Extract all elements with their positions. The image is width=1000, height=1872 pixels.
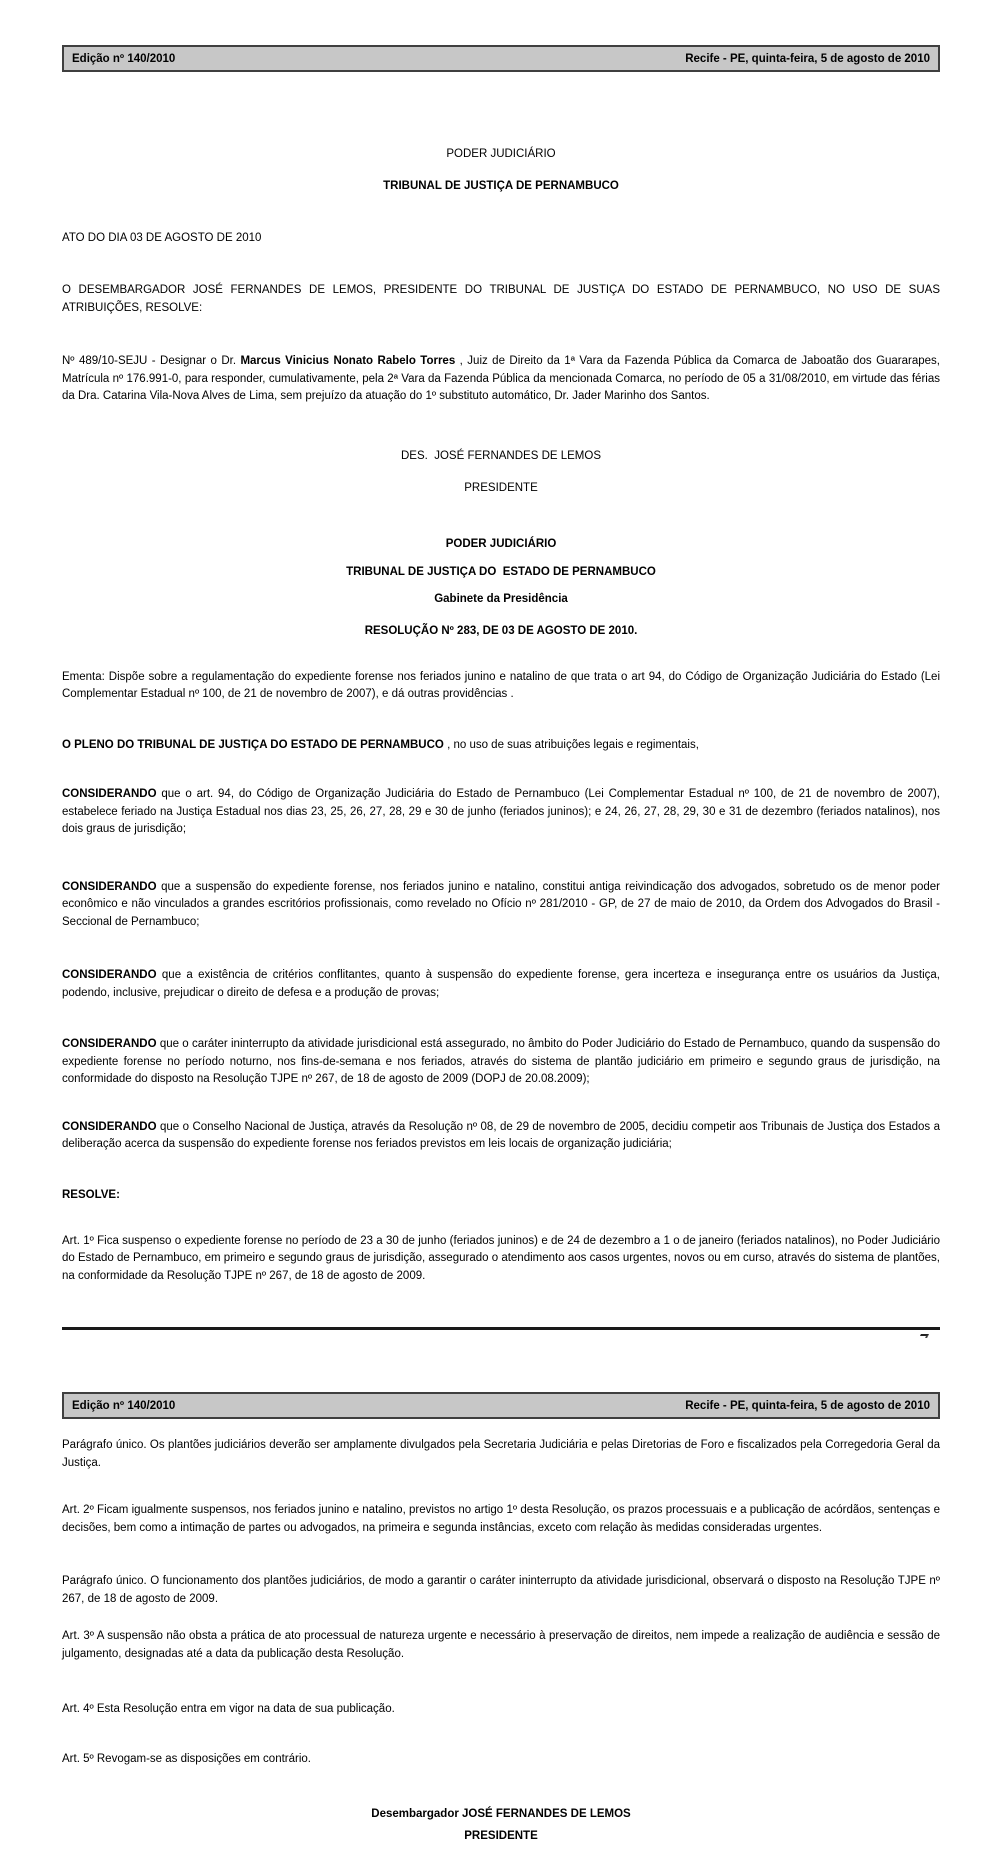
- considerando-1-label: CONSIDERANDO: [62, 788, 157, 800]
- considerando-5-text: que o Conselho Nacional de Justiça, através da Resolução nº 08, de 29 de novembro de 2005, decidiu competir aos Tribunais de Justiça dos Estados a deliberação acerca da suspensão do expediente forense nos feriados previstos em leis locais de organização judiciária;: [62, 1120, 940, 1150]
- considerando-2-text: que a suspensão do expediente forense, nos feriados junino e natalino, constitui antiga reivindicação dos advogados, sobretudo os de menor poder econômico e não vinculados a grandes escritórios profissionais, como revelado no Ofício nº 281/2010 - GP, de 27 de maio de 2010, da Ordem dos Advogados do Brasil - Seccional de Pernambuco;: [62, 880, 940, 928]
- considerando-3-text: que a existência de critérios conflitantes, quanto à suspensão do expediente forense, gera incerteza e insegurança entre os usuários da Justiça, podendo, inclusive, prejudicar o direito de defesa e a produção de provas;: [62, 969, 940, 999]
- pleno-bold-lead: O PLENO DO TRIBUNAL DE JUSTIÇA DO ESTADO DE PERNAMBUCO: [62, 738, 444, 751]
- resolution-pleno: [62, 737, 940, 755]
- article-2: Art. 2º Ficam igualmente suspensos, nos feriados junino e natalino, previstos no artigo 1º desta Resolução, os prazos processuais e a publicação de acórdãos, sentenças e decisões, bem como a intimação de partes ou advogados, na primeira e segunda instâncias, exceto com relação às medidas consideradas urgentes.: [62, 1504, 940, 1534]
- paragrafo-unico-2: Parágrafo único. O funcionamento dos plantões judiciários, de modo a garantir o caráter ininterrupto da atividade jurisdicional, observará o disposto na Resolução TJPE nº 267, de 18 de agosto de 2009.: [62, 1575, 940, 1605]
- considerando-1-text: que o art. 94, do Código de Organização Judiciária do Estado de Pernambuco (Lei Complementar Estadual nº 100, de 21 de novembro de 2007), estabelece feriado na Justiça Estadual nos dias 23, 25, 26, 27, 28, 29 e 30 de junho (feriados juninos); e 24, 26, 27, 28, 29, 30 e 31 de dezembro (feriados natalinos), nos dois graus de jurisdição;: [62, 788, 940, 835]
- considerando-2-label: CONSIDERANDO: [62, 880, 157, 893]
- considerando-4-text: que o caráter ininterrupto da atividade jurisdicional está assegurado, no âmbito do Poder Judiciário do Estado de Pernambuco, quando da suspensão do expediente forense no período noturno, nos fins-de-semana e nos feriados, através do sistema de plantão judiciário em primeiro e segundo graus de jurisdição, na conformidade do disposto na Resolução TJPE nº 267, de 18 de agosto de 2009 (DOPJ de 20.08.2009);: [62, 1038, 940, 1085]
- ato-preamble: O DESEMBARGADOR JOSÉ FERNANDES DE LEMOS, PRESIDENTE DO TRIBUNAL DE JUSTIÇA DO ESTADO DE PERNAMBUCO, NO USO DE SUAS ATRIBUIÇÕES, RESOLVE:: [62, 284, 940, 314]
- edition-number: Edição nº 140/2010: [72, 1399, 176, 1412]
- resolution-ementa: Ementa: Dispõe sobre a regulamentação do expediente forense nos feriados junino e natalino de que trata o art 94, do Código de Organização Judiciária do Estado (Lei Complementar Estadual nº 100, de 21 de novembro de 2007), e dá outras providências .: [62, 670, 940, 700]
- ato-body: [62, 353, 940, 406]
- resolution-org-line3: Gabinete da Presidência: [434, 592, 568, 605]
- ato-body-rest: , Juiz de Direito da 1ª Vara da Fazenda Pública da Comarca de Jaboatão dos Guararapes, Matrícula nº 176.991-0, para responder, cumulativamente, pela 2ª Vara da Fazenda Pública da mencionada Comarca, no período de 05 a 31/08/2010, em virtude das férias da Dra. Catarina Vila-Nova Alves de Lima, sem prejuízo da atuação do 1º substituto automático, Dr. Jader Marinho dos Santos.: [62, 355, 940, 402]
- article-4: Art. 4º Esta Resolução entra em vigor na data de sua publicação.: [62, 1703, 395, 1715]
- considerando-3-label: CONSIDERANDO: [62, 969, 157, 981]
- considerando-2: [62, 879, 940, 932]
- article-1: Art. 1º Fica suspenso o expediente forense no período de 23 a 30 de junho (feriados juninos) e de 24 de dezembro a 1 o de janeiro (feriados natalinos), no Poder Judiciário do Estado de Pernambuco, em primeiro e segundo graus de jurisdição, assegurado o atendimento aos casos urgentes, novos ou em curso, através do sistema de plantões, na conformidade da Resolução TJPE nº 267, de 18 de agosto de 2009.: [62, 1234, 940, 1282]
- paragrafo-unico-1: Parágrafo único. Os plantões judiciários deverão ser amplamente divulgados pela Secretaria Judiciária e pelas Diretorias de Foro e fiscalizados pela Corregedoria Geral da Justiça.: [62, 1439, 940, 1469]
- resolution-title: RESOLUÇÃO Nº 283, DE 03 DE AGOSTO DE 2010.: [364, 624, 638, 637]
- article-3: Art. 3º A suspensão não obsta a prática de ato processual de natureza urgente e necessário à preservação de direitos, nem impede a realização de audiência e sessão de julgamento, designadas até a data da publicação desta Resolução.: [62, 1630, 940, 1660]
- considerando-5-label: CONSIDERANDO: [62, 1120, 157, 1133]
- ato-signature-name: DES. JOSÉ FERNANDES DE LEMOS: [400, 449, 601, 462]
- resolution-signature-role: PRESIDENTE: [464, 1830, 538, 1842]
- edition-dateline: Recife - PE, quinta-feira, 5 de agosto de 2010: [685, 1399, 930, 1412]
- resolution-org-line2: TRIBUNAL DE JUSTIÇA DO ESTADO DE PERNAMBUCO: [346, 565, 656, 578]
- resolution-org-line1: PODER JUDICIÁRIO: [445, 537, 557, 550]
- considerando-5: [62, 1119, 940, 1154]
- stray-scan-mark: [919, 1334, 929, 1338]
- article-5: Art. 5º Revogam-se as disposições em contrário.: [62, 1752, 311, 1765]
- ato-number: Nº 489/10-SEJU - Designar o Dr.: [62, 355, 241, 367]
- considerando-4-label: CONSIDERANDO: [62, 1038, 157, 1050]
- org-title-tribunal: TRIBUNAL DE JUSTIÇA DE PERNAMBUCO: [383, 180, 619, 192]
- considerando-1: [62, 786, 940, 839]
- edition-bar-top: [62, 45, 940, 72]
- edition-dateline: Recife - PE, quinta-feira, 5 de agosto de 2010: [685, 52, 930, 65]
- resolution-signature-name: Desembargador JOSÉ FERNANDES DE LEMOS: [371, 1808, 631, 1820]
- edition-number: Edição nº 140/2010: [72, 52, 176, 65]
- considerando-3: [62, 967, 940, 1002]
- ato-designated-judge-name: Marcus Vinicius Nonato Rabelo Torres: [240, 355, 456, 367]
- page-separator-line: [62, 1327, 940, 1330]
- ato-title: ATO DO DIA 03 DE AGOSTO DE 2010: [62, 232, 262, 244]
- resolve-label: RESOLVE:: [62, 1188, 120, 1201]
- considerando-4: [62, 1036, 940, 1089]
- pleno-rest: , no uso de suas atribuições legais e regimentais,: [443, 738, 699, 751]
- ato-signature-role: PRESIDENTE: [464, 481, 538, 494]
- edition-bar-bottom: [62, 1392, 940, 1419]
- org-title-poder-judiciario: PODER JUDICIÁRIO: [446, 148, 556, 160]
